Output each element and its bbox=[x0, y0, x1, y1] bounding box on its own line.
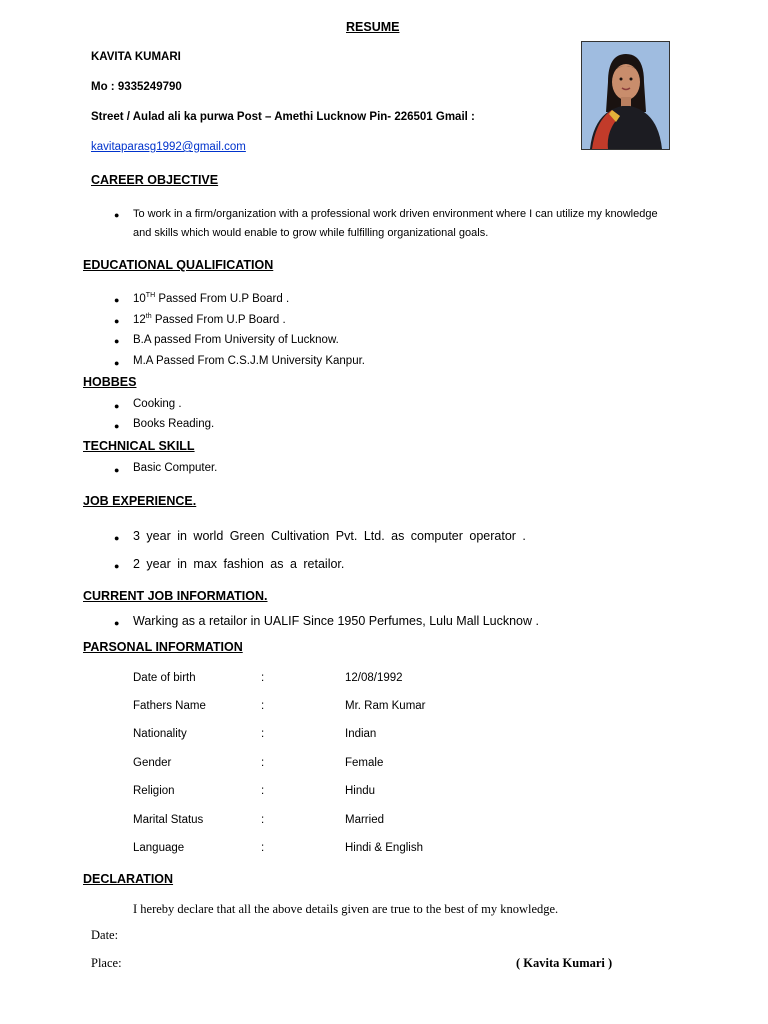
experience-item-2: 2 year in max fashion as a retailor. bbox=[133, 557, 345, 571]
personal-separator: : bbox=[261, 842, 265, 854]
bullet-icon: ● bbox=[114, 336, 120, 346]
education-heading: EDUCATIONAL QUALIFICATION bbox=[83, 258, 274, 272]
career-objective-heading: CAREER OBJECTIVE bbox=[91, 173, 219, 187]
personal-value-father: Mr. Ram Kumar bbox=[345, 700, 426, 712]
personal-value-dob: 12/08/1992 bbox=[345, 672, 403, 684]
education-item-2-pre: 12 bbox=[133, 313, 146, 326]
bullet-icon: ● bbox=[114, 401, 120, 411]
bullet-icon: ● bbox=[114, 295, 120, 305]
personal-separator: : bbox=[261, 814, 265, 826]
bullet-icon: ● bbox=[114, 533, 120, 543]
personal-value-marital: Married bbox=[345, 814, 384, 826]
bullet-icon: ● bbox=[114, 421, 120, 431]
personal-label-nationality: Nationality bbox=[133, 728, 187, 740]
page-title: RESUME bbox=[346, 20, 400, 34]
education-item-4: M.A Passed From C.S.J.M University Kanpur. bbox=[133, 355, 365, 367]
career-objective-line-1: To work in a firm/organization with a professional work driven environment where I can utilize my knowledge bbox=[133, 208, 658, 220]
personal-separator: : bbox=[261, 672, 265, 684]
education-item-2-post: Passed From U.P Board . bbox=[151, 313, 286, 326]
education-item-2 bbox=[133, 313, 286, 326]
personal-value-gender: Female bbox=[345, 757, 384, 769]
personal-label-father: Fathers Name bbox=[133, 700, 206, 712]
personal-separator: : bbox=[261, 785, 265, 797]
education-item-1-post: Passed From U.P Board . bbox=[155, 292, 290, 305]
personal-separator: : bbox=[261, 757, 265, 769]
technical-skill-heading: TECHNICAL SKILL bbox=[83, 439, 195, 453]
declaration-text: I hereby declare that all the above details given are true to the best of my knowledge. bbox=[133, 902, 559, 916]
candidate-name: KAVITA KUMARI bbox=[91, 51, 181, 63]
personal-separator: : bbox=[261, 728, 265, 740]
personal-value-religion: Hindu bbox=[345, 785, 376, 797]
hobby-item-2: Books Reading. bbox=[133, 418, 215, 430]
personal-label-religion: Religion bbox=[133, 785, 175, 797]
technical-skill-item-1: Basic Computer. bbox=[133, 462, 218, 474]
declaration-heading: DECLARATION bbox=[83, 872, 174, 886]
email-link[interactable]: kavitaparasg1992@gmail.com bbox=[91, 141, 246, 153]
education-item-1-sup: TH bbox=[145, 292, 156, 299]
current-job-heading: CURRENT JOB INFORMATION. bbox=[83, 589, 268, 603]
personal-value-language: Hindi & English bbox=[345, 842, 423, 854]
experience-item-1: 3 year in world Green Cultivation Pvt. Ltd. as computer operator . bbox=[133, 529, 526, 543]
personal-label-marital: Marital Status bbox=[133, 814, 204, 826]
bullet-icon: ● bbox=[114, 358, 120, 368]
current-job-item-1: Warking as a retailor in UALIF Since 1950 Perfumes, Lulu Mall Lucknow . bbox=[133, 614, 539, 628]
career-objective-line-2: and skills which would enable to grow while fulfilling organizational goals. bbox=[133, 227, 489, 239]
bullet-icon: ● bbox=[114, 210, 120, 220]
personal-value-nationality: Indian bbox=[345, 728, 377, 740]
bullet-icon: ● bbox=[114, 316, 120, 326]
education-item-3: B.A passed From University of Lucknow. bbox=[133, 334, 339, 346]
personal-label-dob: Date of birth bbox=[133, 672, 196, 684]
address-line: Street / Aulad ali ka purwa Post – Amethi Lucknow Pin- 226501 Gmail : bbox=[91, 111, 475, 123]
education-item-1 bbox=[133, 292, 289, 305]
bullet-icon: ● bbox=[114, 618, 120, 628]
job-experience-heading: JOB EXPERIENCE. bbox=[83, 494, 197, 508]
bullet-icon: ● bbox=[114, 465, 120, 475]
place-label: Place: bbox=[91, 956, 122, 970]
profile-photo bbox=[581, 41, 670, 150]
personal-separator: : bbox=[261, 700, 265, 712]
personal-info-heading: PARSONAL INFORMATION bbox=[83, 640, 243, 654]
profile-photo-image bbox=[582, 42, 669, 149]
education-item-1-pre: 10 bbox=[133, 292, 146, 305]
signature-name: ( Kavita Kumari ) bbox=[516, 956, 613, 970]
hobbies-heading: HOBBES bbox=[83, 375, 137, 389]
bullet-icon: ● bbox=[114, 561, 120, 571]
date-label: Date: bbox=[91, 928, 119, 942]
personal-label-gender: Gender bbox=[133, 757, 172, 769]
education-item-2-sup: th bbox=[145, 313, 152, 320]
personal-label-language: Language bbox=[133, 842, 185, 854]
mobile-number: Mo : 9335249790 bbox=[91, 81, 182, 93]
hobby-item-1: Cooking . bbox=[133, 398, 182, 410]
